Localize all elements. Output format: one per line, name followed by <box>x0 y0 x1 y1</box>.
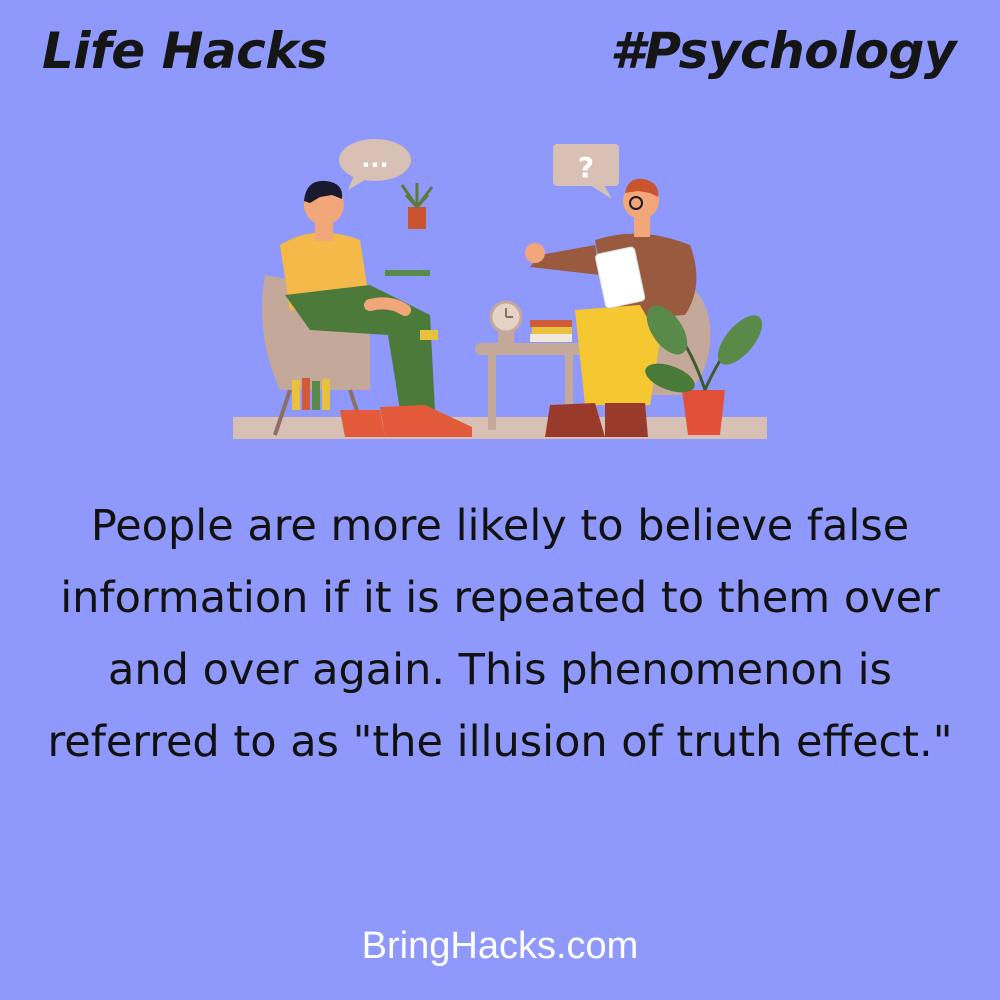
header-title: Life Hacks <box>42 22 328 80</box>
header-hashtag: #Psychology <box>610 22 956 80</box>
speech-bubble-right <box>553 144 619 199</box>
site-footer[interactable]: BringHacks.com <box>361 925 639 967</box>
speech-bubble-left <box>339 139 411 190</box>
fact-text: People are more likely to believe false information if it is repeated to them over and over again. This phenomenon is referred to as "the illusion of truth effect." <box>47 501 953 767</box>
right-person <box>525 179 696 437</box>
therapy-session-illustration <box>220 135 780 445</box>
right-bubble-text: ? <box>577 151 595 184</box>
left-bubble-text: ... <box>361 145 389 173</box>
small-plant <box>402 183 432 229</box>
